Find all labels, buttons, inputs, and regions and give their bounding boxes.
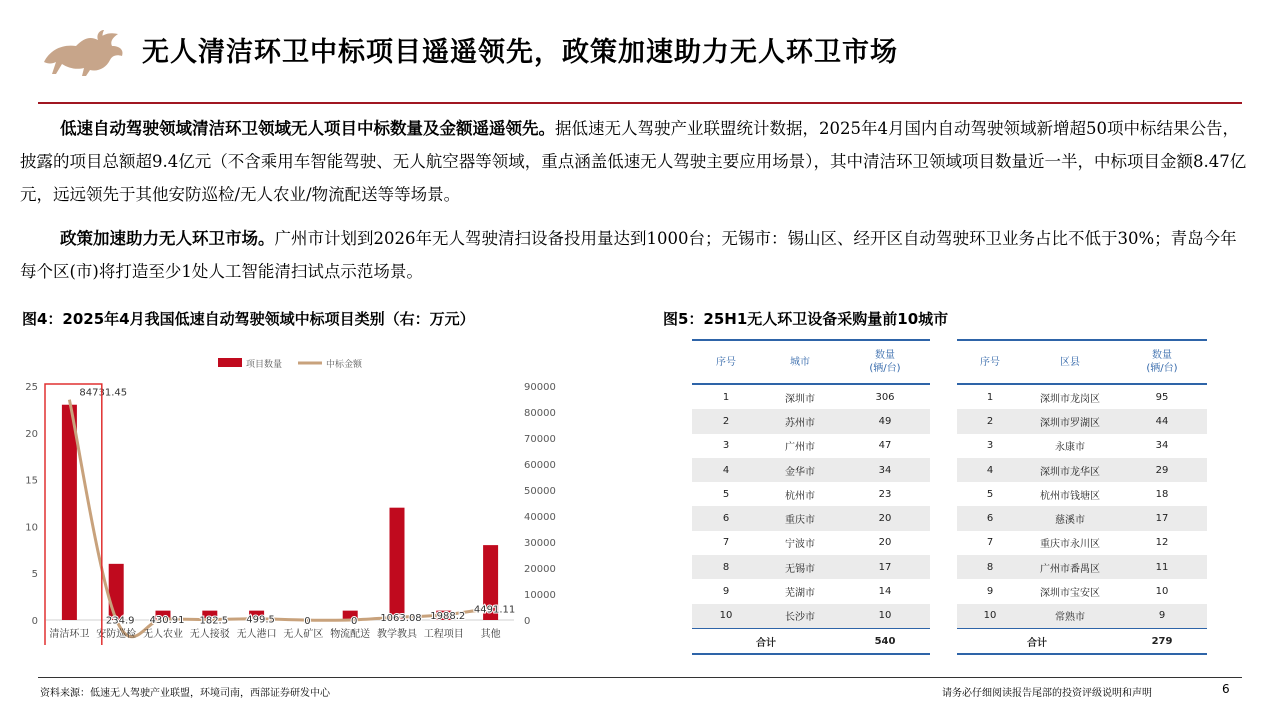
total-label: 合计 xyxy=(692,628,840,654)
data-label: 0 xyxy=(304,616,311,627)
data-label: 84731.45 xyxy=(79,387,128,399)
table-total-row xyxy=(692,628,930,654)
table-cell: 20 xyxy=(840,506,930,530)
table-cell: 4 xyxy=(957,458,1023,482)
table-cell: 44 xyxy=(1117,409,1207,433)
table-cell: 17 xyxy=(840,555,930,579)
table-row xyxy=(957,579,1207,603)
table-cell: 17 xyxy=(1117,506,1207,530)
table-cell: 10 xyxy=(957,604,1023,629)
column-header: 数量 (辆/台) xyxy=(840,340,930,384)
table-cell: 9 xyxy=(986,586,994,598)
y-right-tick-label: 60000 xyxy=(524,460,556,471)
table-cell: 6 xyxy=(957,506,1023,530)
y-right-tick-label: 10000 xyxy=(524,590,556,601)
y-left-tick-label: 10 xyxy=(25,522,38,534)
table-cell: 慈溪市 xyxy=(1023,506,1117,530)
x-tick-label: 无人农业 xyxy=(143,629,183,640)
table-cell: 常熟市 xyxy=(1023,604,1117,629)
x-tick-label: 教学教具 xyxy=(377,629,417,640)
paragraph-1-lead: 低速自动驾驶领域清洁环卫领域无人项目中标数量及金额遥遥领先。 xyxy=(60,119,555,138)
table-cell: 1 xyxy=(722,391,730,403)
table-cell: 11 xyxy=(1117,555,1207,579)
table-row xyxy=(692,458,930,482)
x-tick-label: 工程项目 xyxy=(423,629,464,640)
paragraph-2 xyxy=(20,222,1252,288)
table-row xyxy=(692,579,930,603)
table-cell: 长沙市 xyxy=(760,604,840,629)
x-tick-label: 无人港口 xyxy=(236,629,277,640)
table-cell: 3 xyxy=(986,440,994,452)
paragraph-1-body: 据低速无人驾驶产业联盟统计数据，2025年4月国内自动驾驶领域新增超50项中标结果公告，披露的项目总额超9.4亿元（不含乘用车智能驾驶、无人航空器等领域，重点涵盖低速无人驾驶主要应用场景），其中清洁环卫领域项目数量近一半，中标项目金额8.47亿元，远远领先于其他安防巡检/无人农业/物流配送等等场景。 xyxy=(20,119,1247,204)
column-header: 区县 xyxy=(1023,340,1117,384)
table-cell: 12 xyxy=(1155,537,1169,549)
table-row xyxy=(957,384,1207,409)
table-row xyxy=(957,506,1207,530)
table-row xyxy=(957,604,1207,629)
column-header: 序号 xyxy=(692,340,760,384)
paragraph-2-lead: 政策加速助力无人环卫市场。 xyxy=(60,229,275,248)
table-cell: 49 xyxy=(840,409,930,433)
figure4-caption: 图4：2025年4月我国低速自动驾驶领域中标项目类别（右：万元） xyxy=(22,310,475,328)
data-label: 0 xyxy=(351,616,358,627)
table-cell: 10 xyxy=(840,604,930,629)
table-row xyxy=(692,434,930,458)
y-right-tick-label: 40000 xyxy=(524,512,556,523)
table-cell: 10 xyxy=(692,604,760,629)
data-label: 1988.2 xyxy=(430,610,466,622)
table-cell: 深圳市龙岗区 xyxy=(1040,393,1100,405)
table-row xyxy=(957,434,1207,458)
table-cell: 29 xyxy=(1117,458,1207,482)
table-cell: 95 xyxy=(1155,391,1169,403)
table-cell: 金华市 xyxy=(760,458,840,482)
table-row xyxy=(957,555,1207,579)
bar xyxy=(62,405,77,620)
disclaimer: 请务必仔细阅读报告尾部的投资评级说明和声明 xyxy=(942,688,1152,699)
table-cell: 广州市番禺区 xyxy=(1023,555,1117,579)
table-row xyxy=(692,384,930,409)
city-purchase-table xyxy=(692,339,930,655)
table-cell: 34 xyxy=(840,458,930,482)
y-left-tick-label: 15 xyxy=(25,475,38,487)
data-label: 4491.11 xyxy=(473,604,516,616)
table-cell: 1 xyxy=(986,391,994,403)
table-row xyxy=(692,531,930,555)
table-cell: 2 xyxy=(692,409,760,433)
y-right-tick-label: 90000 xyxy=(524,382,556,393)
table-cell: 重庆市永川区 xyxy=(1040,539,1100,551)
y-right-tick-label: 30000 xyxy=(524,538,556,549)
table-cell: 广州市 xyxy=(785,442,815,454)
source-note: 资料来源：低速无人驾驶产业联盟，环境司南，西部证券研发中心 xyxy=(40,688,330,699)
table-row xyxy=(692,482,930,506)
x-tick-label: 无人矿区 xyxy=(283,629,324,640)
legend-label: 中标金额 xyxy=(326,360,363,370)
y-left-tick-label: 25 xyxy=(25,382,38,393)
table-total-row xyxy=(957,628,1207,654)
total-label: 合计 xyxy=(957,628,1117,654)
table-cell: 8 xyxy=(957,555,1023,579)
y-left-tick-label: 5 xyxy=(31,569,38,581)
data-label: 430.91 xyxy=(149,614,185,626)
table-cell: 宁波市 xyxy=(785,539,815,551)
x-tick-label: 其他 xyxy=(480,629,501,640)
table-cell: 47 xyxy=(878,440,892,452)
x-tick-label: 安防巡检 xyxy=(96,629,137,640)
data-label: 499.5 xyxy=(246,614,275,626)
column-header: 数量 (辆/台) xyxy=(1117,340,1207,384)
table-cell: 8 xyxy=(692,555,760,579)
legend-label: 项目数量 xyxy=(246,360,283,370)
paragraph-2-body: 广州市计划到2026年无人驾驶清扫设备投用量达到1000台；无锡市：锡山区、经开区自动驾驶环卫业务占比不低于30%；青岛今年每个区(市)将打造至少1处人工智能清扫试点示范场景。 xyxy=(20,229,1237,281)
table-header-row xyxy=(692,340,930,384)
table-cell: 深圳市 xyxy=(785,393,815,405)
data-label: 234.9 xyxy=(105,615,135,627)
project-category-chart xyxy=(20,345,580,645)
table-cell: 34 xyxy=(1155,440,1169,452)
table-row xyxy=(957,409,1207,433)
legend-swatch-bar xyxy=(218,358,242,367)
table-row xyxy=(692,555,930,579)
table-cell: 3 xyxy=(722,440,730,452)
page-title: 无人清洁环卫中标项目遥遥领先，政策加速助力无人环卫市场 xyxy=(142,37,898,68)
table-cell: 深圳市宝安区 xyxy=(1040,588,1100,600)
y-right-tick-label: 20000 xyxy=(524,564,556,575)
table-row xyxy=(692,409,930,433)
table-row xyxy=(957,531,1207,555)
table-cell: 7 xyxy=(986,537,994,549)
figure5-caption: 图5：25H1无人环卫设备采购量前10城市 xyxy=(663,310,949,328)
title-divider xyxy=(38,102,1242,104)
y-right-tick-label: 50000 xyxy=(524,486,556,497)
table-row xyxy=(692,604,930,629)
table-row xyxy=(692,506,930,530)
table-cell: 6 xyxy=(692,506,760,530)
table-cell: 18 xyxy=(1155,488,1169,500)
table-cell: 深圳市罗湖区 xyxy=(1023,409,1117,433)
table-cell: 2 xyxy=(957,409,1023,433)
table-cell: 芜湖市 xyxy=(785,588,815,600)
table-cell: 306 xyxy=(875,391,895,403)
x-tick-label: 物流配送 xyxy=(330,629,371,640)
x-tick-label: 清洁环卫 xyxy=(49,629,90,640)
y-right-tick-label: 70000 xyxy=(524,434,556,445)
column-header: 序号 xyxy=(957,340,1023,384)
bar xyxy=(390,508,405,620)
table-cell: 深圳市龙华区 xyxy=(1023,458,1117,482)
table-cell: 永康市 xyxy=(1055,442,1085,454)
table-cell: 重庆市 xyxy=(760,506,840,530)
district-purchase-table xyxy=(957,339,1207,655)
table-cell: 14 xyxy=(878,586,892,598)
table-row xyxy=(957,482,1207,506)
table-cell: 23 xyxy=(878,488,892,500)
y-left-tick-label: 20 xyxy=(25,428,38,440)
page-number: 6 xyxy=(1222,682,1230,696)
table-cell: 9 xyxy=(1117,604,1207,629)
total-value: 279 xyxy=(1117,628,1207,654)
column-header: 城市 xyxy=(760,340,840,384)
y-right-tick-label: 0 xyxy=(524,616,531,627)
table-cell: 杭州市 xyxy=(785,490,815,502)
table-cell: 10 xyxy=(1155,586,1169,598)
table-cell: 5 xyxy=(986,488,994,500)
data-label: 1063.08 xyxy=(380,613,422,625)
table-cell: 4 xyxy=(692,458,760,482)
bar xyxy=(109,564,124,620)
bull-logo-icon xyxy=(40,28,126,76)
table-cell: 9 xyxy=(722,586,730,598)
table-cell: 杭州市钱塘区 xyxy=(1040,490,1100,502)
x-tick-label: 无人接驳 xyxy=(189,629,230,640)
table-row xyxy=(957,458,1207,482)
total-value: 540 xyxy=(840,628,930,654)
table-cell: 7 xyxy=(722,537,730,549)
data-label: 182.5 xyxy=(199,615,229,627)
paragraph-1 xyxy=(20,112,1252,211)
footer-divider xyxy=(38,677,1242,678)
table-cell: 苏州市 xyxy=(760,409,840,433)
table-cell: 5 xyxy=(722,488,730,500)
y-right-tick-label: 80000 xyxy=(524,408,556,419)
table-cell: 无锡市 xyxy=(760,555,840,579)
table-cell: 20 xyxy=(878,537,892,549)
series-line xyxy=(69,400,490,637)
y-left-tick-label: 0 xyxy=(31,616,38,627)
table-header-row xyxy=(957,340,1207,384)
